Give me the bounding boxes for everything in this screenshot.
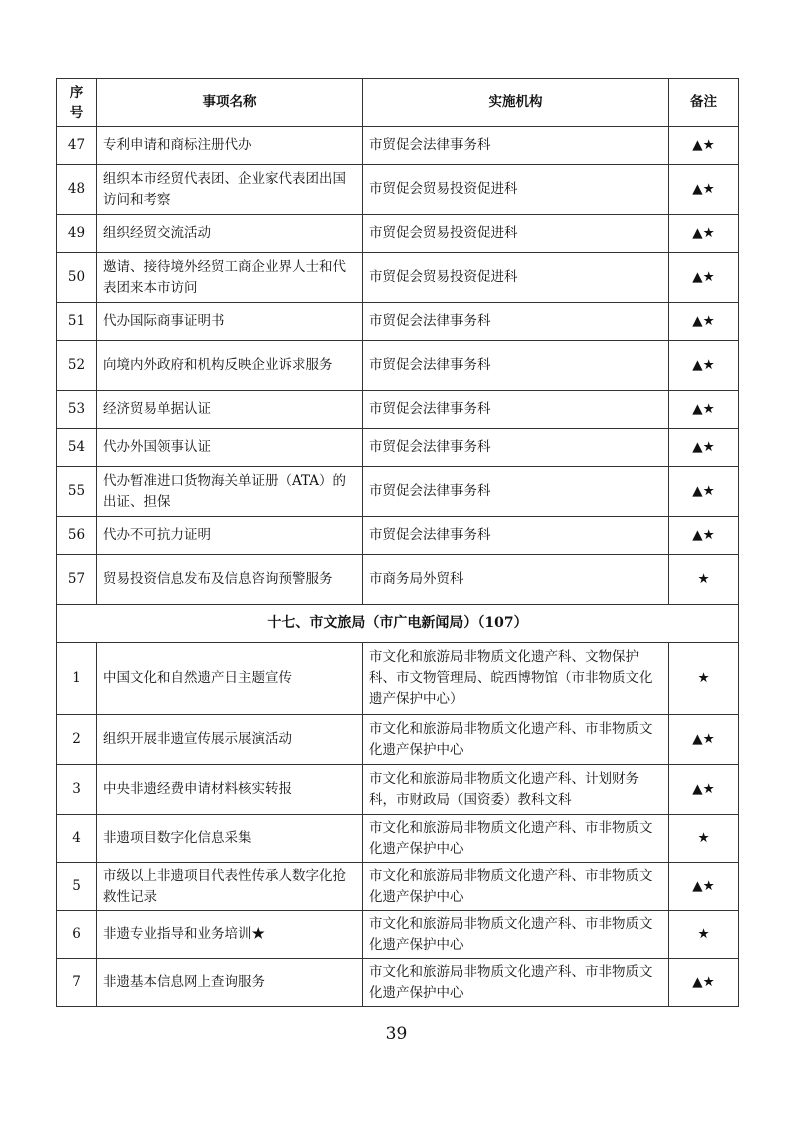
table-row [57,341,739,391]
row-org: 市商务局外贸科 [363,555,669,605]
row-note: ▲★ [669,765,739,815]
table-row [57,429,739,467]
table-row [57,555,739,605]
table-row [57,517,739,555]
table-row [57,911,739,959]
row-name: 非遗基本信息网上查询服务 [97,959,363,1007]
row-org: 市贸促会贸易投资促进科 [363,165,669,215]
row-note: ★ [669,555,739,605]
row-note: ▲★ [669,215,739,253]
header-note: 备注 [669,79,739,127]
row-no: 1 [57,643,97,715]
row-no: 5 [57,863,97,911]
row-org: 市贸促会法律事务科 [363,429,669,467]
table-row [57,715,739,765]
row-name: 代办国际商事证明书 [97,303,363,341]
row-org: 市贸促会贸易投资促进科 [363,215,669,253]
row-name: 贸易投资信息发布及信息咨询预警服务 [97,555,363,605]
header-name: 事项名称 [97,79,363,127]
row-name: 代办暂准进口货物海关单证册（ATA）的出证、担保 [97,467,363,517]
row-name: 组织开展非遗宣传展示展演活动 [97,715,363,765]
section-header-row [57,605,739,643]
table-row [57,165,739,215]
row-no: 53 [57,391,97,429]
row-note: ▲★ [669,165,739,215]
table-row [57,815,739,863]
row-note: ▲★ [669,517,739,555]
row-name: 向境内外政府和机构反映企业诉求服务 [97,341,363,391]
row-note: ▲★ [669,253,739,303]
row-no: 2 [57,715,97,765]
row-name: 邀请、接待境外经贸工商企业界人士和代表团来本市访问 [97,253,363,303]
row-org: 市文化和旅游局非物质文化遗产科、市非物质文化遗产保护中心 [363,815,669,863]
row-no: 47 [57,127,97,165]
row-note: ▲★ [669,127,739,165]
row-org: 市文化和旅游局非物质文化遗产科、市非物质文化遗产保护中心 [363,863,669,911]
row-name: 经济贸易单据认证 [97,391,363,429]
row-no: 3 [57,765,97,815]
row-note: ▲★ [669,303,739,341]
row-org: 市贸促会法律事务科 [363,467,669,517]
row-no: 4 [57,815,97,863]
row-org: 市文化和旅游局非物质文化遗产科、文物保护科、市文物管理局、皖西博物馆（市非物质文化遗产保护中心） [363,643,669,715]
row-org: 市文化和旅游局非物质文化遗产科、市非物质文化遗产保护中心 [363,959,669,1007]
section-title: 十七、市文旅局（市广电新闻局）（107） [57,605,739,643]
service-items-table [56,78,739,1007]
row-name: 专利申请和商标注册代办 [97,127,363,165]
row-name: 中国文化和自然遗产日主题宣传 [97,643,363,715]
row-name: 市级以上非遗项目代表性传承人数字化抢救性记录 [97,863,363,911]
table-row [57,959,739,1007]
row-no: 52 [57,341,97,391]
header-row [57,79,739,127]
row-note: ★ [669,643,739,715]
row-no: 56 [57,517,97,555]
table-row [57,467,739,517]
row-no: 48 [57,165,97,215]
row-name: 中央非遗经费申请材料核实转报 [97,765,363,815]
row-no: 49 [57,215,97,253]
row-org: 市文化和旅游局非物质文化遗产科、市非物质文化遗产保护中心 [363,911,669,959]
header-org: 实施机构 [363,79,669,127]
row-org: 市贸促会法律事务科 [363,341,669,391]
row-note: ▲★ [669,863,739,911]
row-note: ▲★ [669,467,739,517]
table-row [57,863,739,911]
row-no: 55 [57,467,97,517]
table-row [57,215,739,253]
row-org: 市文化和旅游局非物质文化遗产科、市非物质文化遗产保护中心 [363,715,669,765]
table-row [57,765,739,815]
row-note: ★ [669,815,739,863]
row-name: 代办不可抗力证明 [97,517,363,555]
table-row [57,303,739,341]
row-name: 非遗专业指导和业务培训★ [97,911,363,959]
row-org: 市贸促会法律事务科 [363,303,669,341]
row-org: 市贸促会法律事务科 [363,127,669,165]
row-note: ▲★ [669,341,739,391]
row-name: 非遗项目数字化信息采集 [97,815,363,863]
row-no: 51 [57,303,97,341]
table-row [57,127,739,165]
row-org: 市文化和旅游局非物质文化遗产科、计划财务科，市财政局（国资委）教科文科 [363,765,669,815]
row-no: 50 [57,253,97,303]
row-name: 组织本市经贸代表团、企业家代表团出国访问和考察 [97,165,363,215]
table-row [57,253,739,303]
table-row [57,643,739,715]
header-no: 序 号 [57,79,97,127]
row-no: 54 [57,429,97,467]
row-no: 6 [57,911,97,959]
row-note: ★ [669,911,739,959]
row-name: 组织经贸交流活动 [97,215,363,253]
row-org: 市贸促会法律事务科 [363,391,669,429]
row-org: 市贸促会贸易投资促进科 [363,253,669,303]
row-note: ▲★ [669,715,739,765]
row-no: 7 [57,959,97,1007]
row-note: ▲★ [669,391,739,429]
row-org: 市贸促会法律事务科 [363,517,669,555]
page-number: 39 [385,1024,408,1044]
row-note: ▲★ [669,429,739,467]
row-no: 57 [57,555,97,605]
row-name: 代办外国领事认证 [97,429,363,467]
row-note: ▲★ [669,959,739,1007]
table-row [57,391,739,429]
